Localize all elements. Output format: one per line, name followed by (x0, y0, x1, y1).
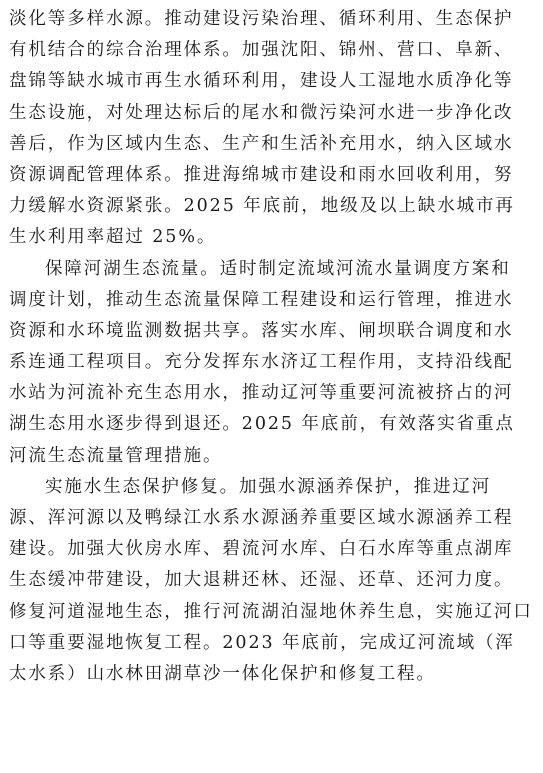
paragraph-ecological-restoration (9, 472, 543, 690)
text-line: 生态设施，对处理达标后的尾水和微污染河水进一步净化改 (9, 102, 514, 123)
text-line: 河流生态流量管理措施。 (9, 445, 223, 466)
text-line: 保障河湖生态流量。适时制定流域河流水量调度方案和 (45, 258, 511, 279)
text-line: 生态缓冲带建设，加大退耕还林、还湿、还草、还河力度。 (9, 570, 514, 591)
text-line: 盘锦等缺水城市再生水循环利用，建设人工湿地水质净化等 (9, 71, 514, 92)
text-line: 淡化等多样水源。推动建设污染治理、循环利用、生态保护 (9, 9, 514, 29)
text-line: 生水利用率超过 25%。 (9, 227, 217, 248)
text-line: 力缓解水资源紧张。2025 年底前，地级及以上缺水城市再 (9, 196, 515, 217)
text-line: 资源和水环境监测数据共享。落实水库、闸坝联合调度和水 (9, 320, 514, 341)
paragraph-ecological-flow (9, 254, 543, 472)
text-line: 善后，作为区域内生态、生产和生活补充用水，纳入区域水 (9, 133, 514, 154)
text-line: 水站为河流补充生态用水，推动辽河等重要河流被挤占的河 (9, 383, 514, 404)
text-line: 实施水生态保护修复。加强水源涵养保护，推进辽河 (45, 476, 492, 497)
text-line: 修复河道湿地生态，推行河流湖泊湿地休养生息，实施辽河口 (9, 601, 533, 622)
text-line: 口等重要湿地恢复工程。2023 年底前，完成辽河流域（浑 (9, 632, 515, 653)
text-line: 系连通工程项目。充分发挥东水济辽工程作用，支持沿线配 (9, 352, 514, 373)
paragraph-water-sources (9, 4, 543, 254)
text-line: 有机结合的综合治理体系。加强沈阳、锦州、营口、阜新、 (9, 40, 514, 61)
text-line: 建设。加强大伙房水库、碧流河水库、白石水库等重点湖库 (9, 539, 514, 560)
text-line: 源、浑河源以及鸭绿江水系水源涵养重要区域水源涵养工程 (9, 508, 514, 528)
text-line: 资源调配管理体系。推进海绵城市建设和雨水回收利用，努 (9, 164, 514, 185)
text-line: 湖生态用水逐步得到退还。2025 年底前，有效落实省重点 (9, 414, 515, 435)
text-line: 太水系）山水林田湖草沙一体化保护和修复工程。 (9, 663, 436, 684)
text-line: 调度计划，推动生态流量保障工程建设和运行管理，推进水 (9, 289, 514, 310)
document-page (0, 4, 543, 773)
